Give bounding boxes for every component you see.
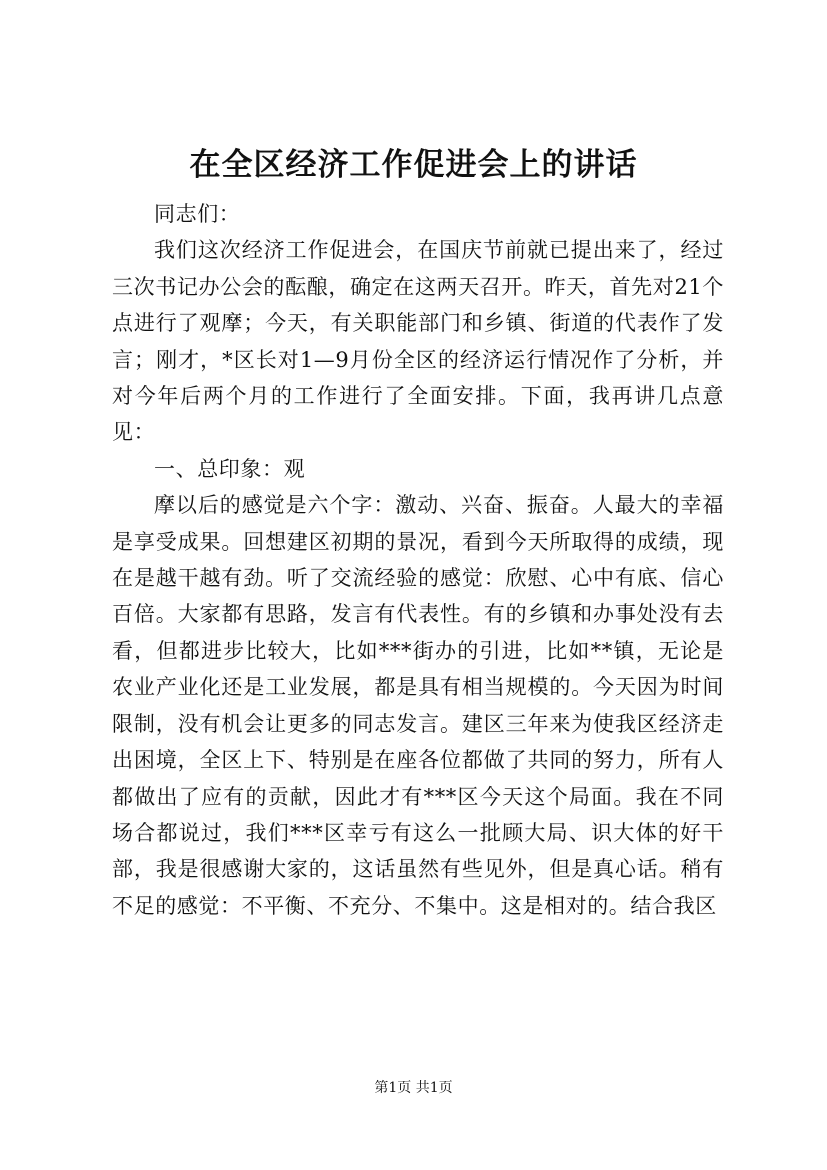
document-title: 在全区经济工作促进会上的讲话 [189, 147, 638, 183]
paragraph-impressions: 摩以后的感觉是六个字：激动、兴奋、振奋。人最大的幸福是享受成果。回想建区初期的景况，看到今天所取得的成绩，现在是越干越有劲。听了交流经验的感觉：欣慰、心中有底、信心百倍。大家都有思路，发言有代表性。有的乡镇和办事处没有去看，但都进步比较大，比如***街办的引进，比如**镇，无论是农业产业化还是工业发展，都是具有相当规模的。今天因为时间限制，没有机会让更多的同志发言。建区三年来为使我区经济走出困境，全区上下、特别是在座各位都做了共同的努力，所有人都做出了应有的贡献，因此才有***区今天这个局面。我在不同场合都说过，我们***区幸亏有这么一批顾大局、识大体的好干部，我是很感谢大家的，这话虽然有些见外，但是真心话。稍有不足的感觉：不平衡、不充分、不集中。这是相对的。结合我区 [112, 493, 724, 918]
page-footer: 第1页 共1页 [374, 1080, 453, 1096]
paragraph-salutation: 同志们： [154, 202, 241, 226]
paragraph-section-heading: 一、总印象：观 [154, 456, 306, 481]
document-body [112, 196, 724, 924]
paragraph-intro: 我们这次经济工作促进会，在国庆节前就已提出来了，经过三次书记办公会的酝酿，确定在这两天召开。昨天，首先对21个点进行了观摩；今天，有关职能部门和乡镇、街道的代表作了发言；刚才，*区长对1—9月份全区的经济运行情况作了分析，并对今年后两个月的工作进行了全面安排。下面，我再讲几点意见： [112, 238, 724, 445]
